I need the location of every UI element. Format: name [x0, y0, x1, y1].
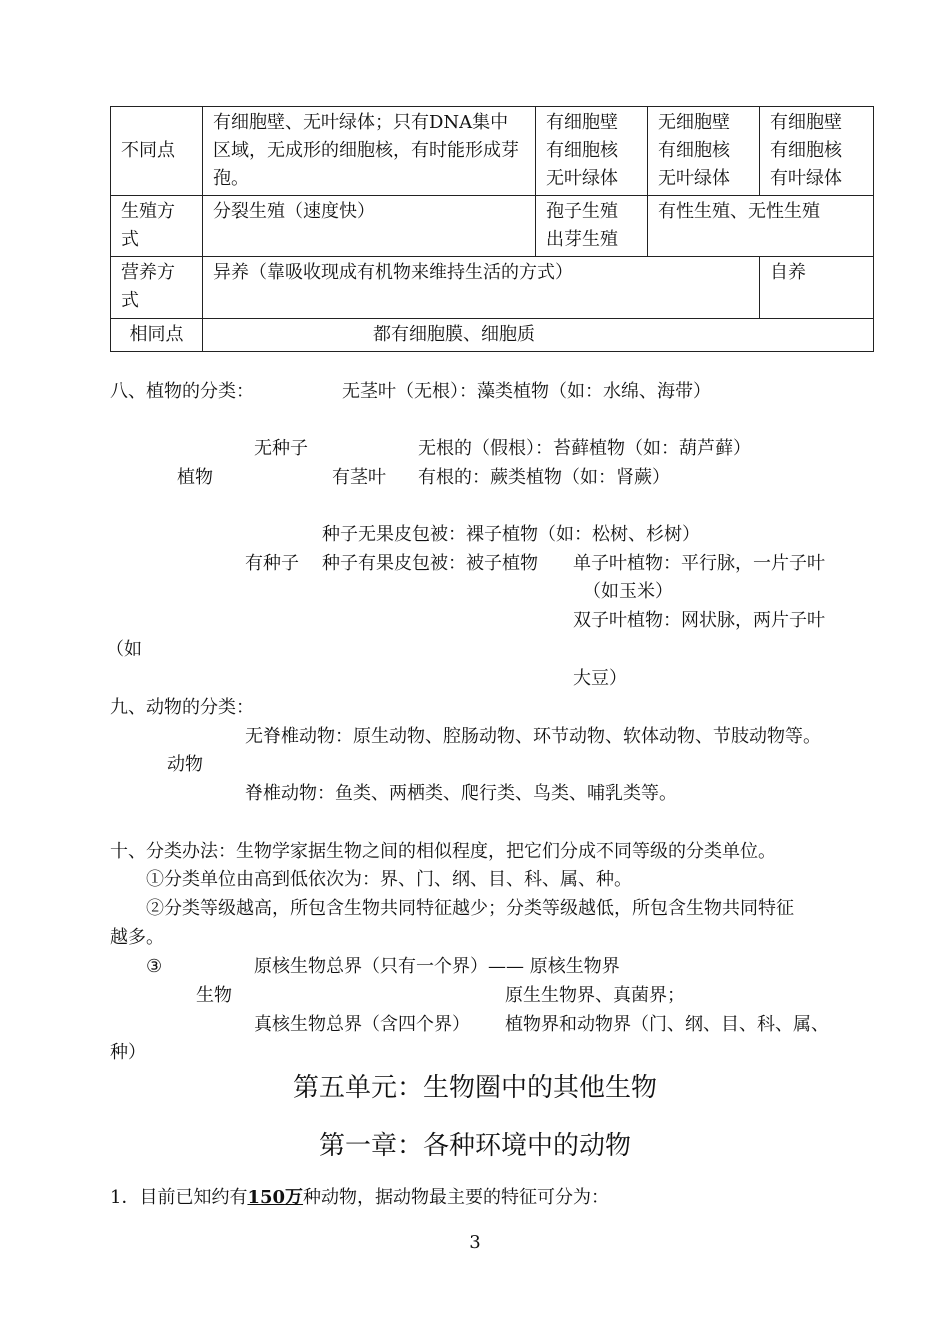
classify-line-2: ①分类单位由高到低依次为：界、门、纲、目、科、属、种。 [146, 869, 632, 890]
classify-line-3-cont: 越多。 [110, 927, 164, 948]
kingdom-eukaryote: 真核生物总界（含四个界） [254, 1014, 470, 1035]
plant-mono-example: （如玉米） [583, 581, 673, 602]
plant-branch-angio: 种子有果皮包被：被子植物 [322, 553, 538, 574]
point-1 [110, 1184, 609, 1212]
table-cell: 孢子生殖 出芽生殖 [536, 196, 648, 257]
row-label: 生殖方式 [111, 196, 203, 257]
plant-branch-fern: 有根的：蕨类植物（如：肾蕨） [418, 467, 670, 488]
table-cell: 无细胞壁 有细胞核 无叶绿体 [648, 107, 760, 196]
plant-node-stem-leaf: 有茎叶 [332, 467, 386, 488]
table-row [111, 257, 874, 319]
table-cell: 有细胞壁、无叶绿体；只有DNA集中区域，无成形的细胞核，有时能形成芽孢。 [203, 107, 536, 196]
plant-node-no-seed: 无种子 [254, 438, 308, 459]
comparison-table [110, 106, 874, 352]
kingdom-prokaryote: 原核生物总界（只有一个界）—— 原核生物界 [254, 956, 620, 977]
table-row [111, 107, 874, 196]
table-cell: 分裂生殖（速度快） [203, 196, 536, 257]
plants-heading: 八、植物的分类： [110, 381, 254, 402]
plant-dicot-example-start: （如 [106, 639, 142, 660]
table-cell: 有性生殖、无性生殖 [648, 196, 874, 257]
plant-root-node: 植物 [177, 467, 213, 488]
animal-branch-vertebrate: 脊椎动物：鱼类、两栖类、爬行类、鸟类、哺乳类等。 [245, 783, 677, 804]
animal-root-node: 动物 [167, 754, 203, 775]
point-1-post: 种动物，据动物最主要的特征可分为： [303, 1187, 610, 1208]
kingdom-plant-animal: 植物界和动物界（门、纲、目、科、属、 [505, 1014, 829, 1035]
table-cell: 有细胞壁 有细胞核 无叶绿体 [536, 107, 648, 196]
point-1-number: 150万 [247, 1187, 304, 1208]
classify-line-3: ②分类等级越高，所包含生物共同特征越少；分类等级越低，所包含生物共同特征 [146, 898, 794, 919]
plant-branch-algae: 无茎叶（无根）：藻类植物（如：水绵、海带） [342, 381, 711, 402]
chapter-title: 第一章：各种环境中的动物 [318, 1131, 631, 1161]
row-label: 不同点 [111, 107, 203, 196]
plant-node-has-seed: 有种子 [245, 553, 299, 574]
plant-branch-mono: 单子叶植物：平行脉，一片子叶 [573, 553, 825, 574]
page-number: 3 [469, 1232, 481, 1253]
table-cell: 有细胞壁 有细胞核 有叶绿体 [760, 107, 874, 196]
kingdom-species-cont: 种） [110, 1042, 146, 1063]
plant-branch-gymno: 种子无果皮包被：裸子植物（如：松树、杉树） [322, 524, 700, 545]
classify-marker-3: ③ [146, 956, 163, 977]
classify-line-1: 十、分类办法：生物学家据生物之间的相似程度，把它们分成不同等级的分类单位。 [110, 841, 776, 862]
kingdom-protist-fungi: 原生生物界、真菌界； [505, 985, 685, 1006]
plant-branch-dicot: 双子叶植物：网状脉，两片子叶 [573, 610, 825, 631]
table-row [111, 196, 874, 257]
plant-dicot-example-end: 大豆） [573, 668, 627, 689]
table-cell: 异养（靠吸收现成有机物来维持生活的方式） [203, 257, 760, 319]
plant-branch-moss: 无根的（假根）：苔藓植物（如：葫芦藓） [418, 438, 751, 459]
unit-title: 第五单元：生物圈中的其他生物 [292, 1073, 657, 1103]
row-label: 营养方式 [111, 257, 203, 319]
animal-branch-invertebrate: 无脊椎动物：原生动物、腔肠动物、环节动物、软体动物、节肢动物等。 [245, 726, 821, 747]
animals-heading: 九、动物的分类： [110, 697, 254, 718]
kingdom-root-node: 生物 [196, 985, 232, 1006]
point-1-pre: 1．目前已知约有 [110, 1187, 248, 1208]
table-cell: 自养 [760, 257, 874, 319]
table-cell: 都有细胞膜、细胞质 [203, 319, 874, 352]
table-row [111, 319, 874, 352]
row-label: 相同点 [111, 319, 203, 352]
